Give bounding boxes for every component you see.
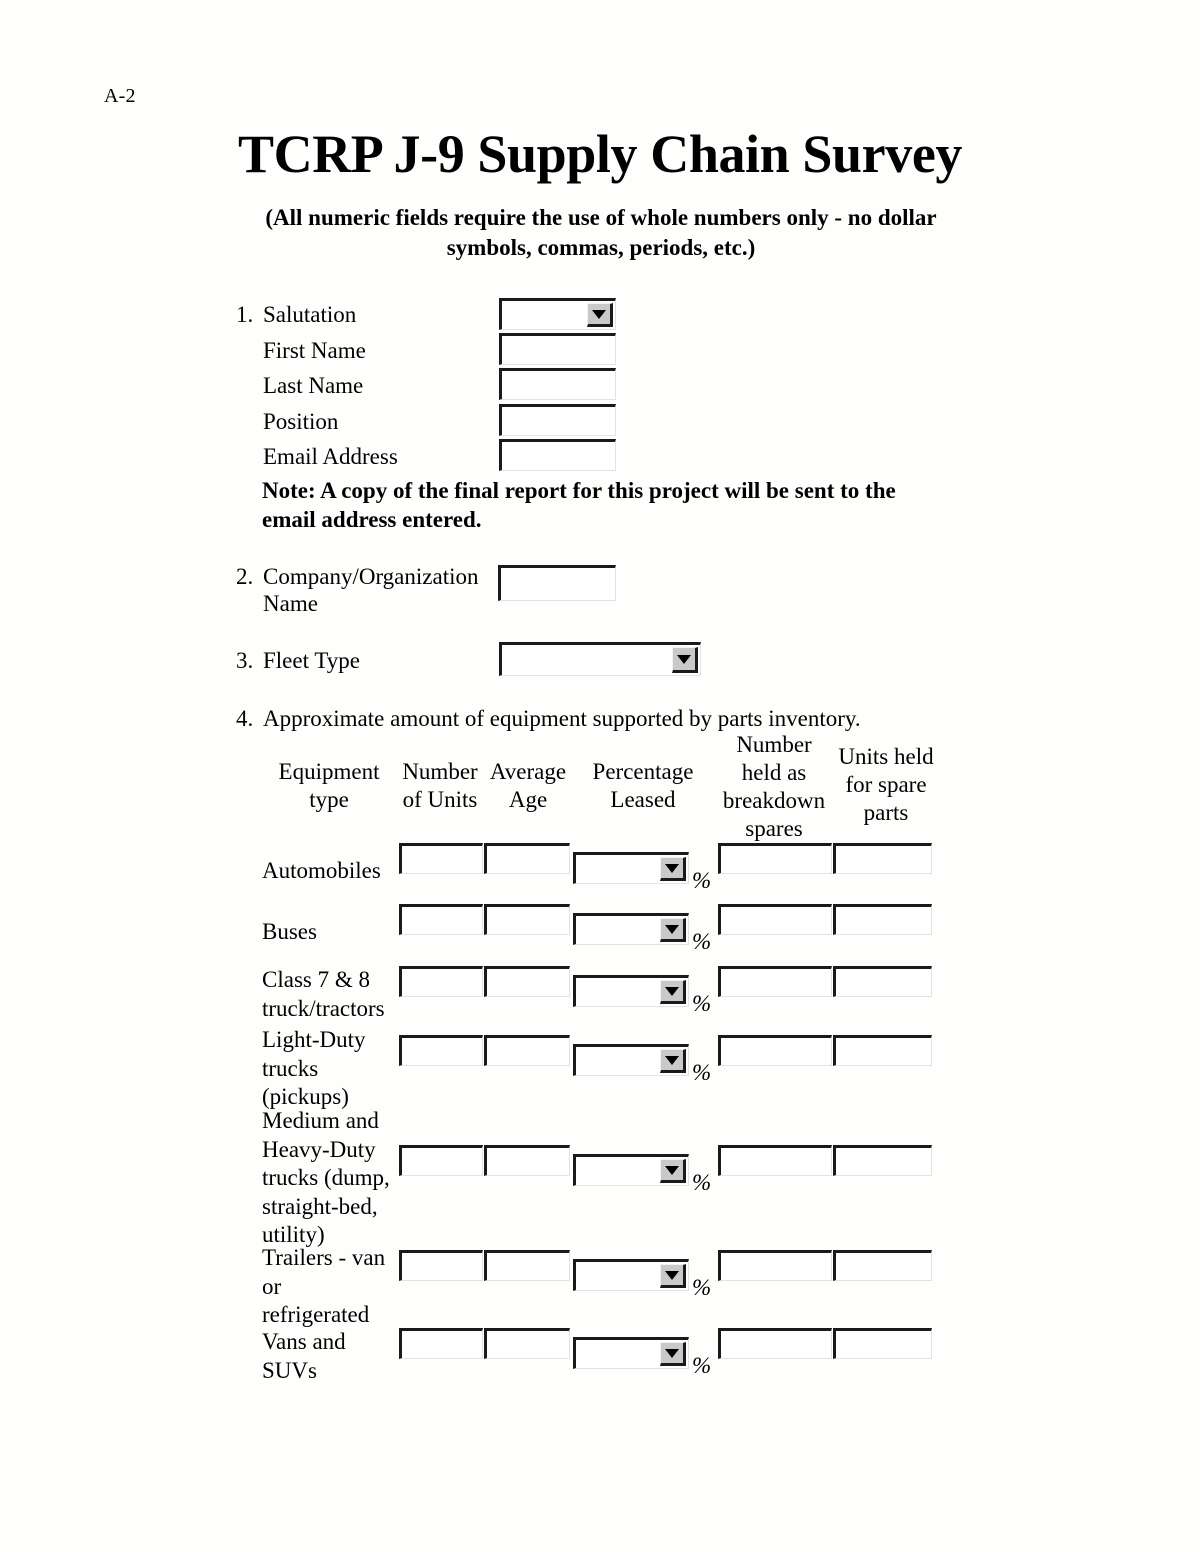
label-salutation: Salutation xyxy=(263,302,357,327)
vans-suvs-average-age-input[interactable] xyxy=(484,1328,570,1359)
column-header-spare-parts xyxy=(832,743,940,827)
column-header-equipment-type xyxy=(264,758,394,814)
chevron-down-icon[interactable] xyxy=(660,1049,686,1073)
question-2-number: 2. xyxy=(236,564,254,589)
buses-percent-symbol: % xyxy=(692,929,712,954)
header-line: held as xyxy=(741,760,807,786)
light-duty-percentage-leased-dropdown[interactable] xyxy=(573,1044,689,1076)
column-header-number-of-units xyxy=(394,758,486,814)
email-address-input[interactable] xyxy=(499,439,616,471)
salutation-dropdown[interactable] xyxy=(499,298,616,330)
row-label-line: Trailers - van xyxy=(262,1245,386,1270)
row-label-line: Class 7 & 8 xyxy=(262,967,370,992)
row-label-vans-and-suvs xyxy=(262,1328,346,1385)
automobiles-spare-parts-input[interactable] xyxy=(833,843,932,874)
chevron-down-icon[interactable] xyxy=(660,857,686,881)
row-label-class-7-8-truck-tractors xyxy=(262,966,385,1023)
light-duty-spare-parts-input[interactable] xyxy=(833,1035,932,1066)
row-label-line: trucks xyxy=(262,1055,319,1081)
buses-breakdown-spares-input[interactable] xyxy=(718,904,832,935)
column-header-breakdown-spares xyxy=(714,731,834,843)
label-first-name: First Name xyxy=(263,338,366,363)
label-position: Position xyxy=(263,409,339,434)
vans-suvs-percent-symbol: % xyxy=(692,1353,712,1378)
class-7-8-percentage-leased-dropdown[interactable] xyxy=(573,975,689,1007)
question-4-prompt: Approximate amount of equipment supported by parts inventory. xyxy=(263,706,861,731)
header-line: Equipment xyxy=(278,759,380,784)
page-subtitle: (All numeric fields require the use of whole numbers only - no dollar symbols, commas, periods, etc.) xyxy=(265,205,937,261)
buses-number-of-units-input[interactable] xyxy=(399,904,483,935)
class-7-8-spare-parts-input[interactable] xyxy=(833,966,932,997)
medium-heavy-duty-breakdown-spares-input[interactable] xyxy=(718,1145,832,1176)
trailers-percent-symbol: % xyxy=(692,1275,712,1300)
chevron-down-icon[interactable] xyxy=(660,1264,686,1288)
row-label-line: Light-Duty xyxy=(262,1027,366,1052)
label-email-address: Email Address xyxy=(263,444,398,469)
chevron-down-icon[interactable] xyxy=(660,1159,686,1183)
row-label-light-duty-trucks xyxy=(262,1026,366,1112)
chevron-down-icon[interactable] xyxy=(672,647,698,673)
header-line: of Units xyxy=(402,787,478,813)
vans-suvs-percentage-leased-dropdown[interactable] xyxy=(573,1337,689,1369)
column-header-average-age xyxy=(486,758,570,814)
row-label-line: utility) xyxy=(262,1222,325,1248)
header-line: for spare xyxy=(845,772,927,798)
vans-suvs-breakdown-spares-input[interactable] xyxy=(718,1328,832,1359)
column-header-percentage-leased xyxy=(573,758,713,814)
row-label-line: Automobiles xyxy=(262,858,381,883)
row-label-trailers xyxy=(262,1244,385,1330)
medium-heavy-duty-spare-parts-input[interactable] xyxy=(833,1145,932,1176)
header-line: parts xyxy=(863,800,909,826)
class-7-8-breakdown-spares-input[interactable] xyxy=(718,966,832,997)
page-title: TCRP J-9 Supply Chain Survey xyxy=(238,124,962,184)
row-label-line: SUVs xyxy=(262,1357,317,1383)
medium-heavy-duty-percentage-leased-dropdown[interactable] xyxy=(573,1154,689,1186)
class-7-8-number-of-units-input[interactable] xyxy=(399,966,483,997)
last-name-input[interactable] xyxy=(499,368,616,400)
row-label-line: Vans and xyxy=(262,1329,346,1354)
row-label-line: or xyxy=(262,1273,282,1299)
automobiles-breakdown-spares-input[interactable] xyxy=(718,843,832,874)
row-label-line: Medium and xyxy=(262,1108,379,1133)
row-label-line: refrigerated xyxy=(262,1302,370,1328)
label-company-name-line2: Name xyxy=(263,591,318,616)
row-label-line: (pickups) xyxy=(262,1084,349,1110)
header-line: breakdown xyxy=(722,788,826,814)
question-1-number: 1. xyxy=(236,302,254,327)
buses-percentage-leased-dropdown[interactable] xyxy=(573,913,689,945)
automobiles-average-age-input[interactable] xyxy=(484,843,570,874)
header-line: Number xyxy=(736,732,812,757)
automobiles-percent-symbol: % xyxy=(692,868,712,893)
vans-suvs-number-of-units-input[interactable] xyxy=(399,1328,483,1359)
row-label-line: straight-bed, xyxy=(262,1193,378,1219)
chevron-down-icon[interactable] xyxy=(660,918,686,942)
page-number: A-2 xyxy=(104,85,136,107)
row-label-medium-heavy-duty-trucks xyxy=(262,1107,390,1250)
medium-heavy-duty-number-of-units-input[interactable] xyxy=(399,1145,483,1176)
chevron-down-icon[interactable] xyxy=(660,1342,686,1366)
header-line: Number xyxy=(402,759,478,784)
light-duty-average-age-input[interactable] xyxy=(484,1035,570,1066)
row-label-buses xyxy=(262,918,317,947)
class-7-8-average-age-input[interactable] xyxy=(484,966,570,997)
trailers-number-of-units-input[interactable] xyxy=(399,1250,483,1281)
buses-spare-parts-input[interactable] xyxy=(833,904,932,935)
trailers-breakdown-spares-input[interactable] xyxy=(718,1250,832,1281)
header-line: Percentage xyxy=(592,759,694,784)
light-duty-number-of-units-input[interactable] xyxy=(399,1035,483,1066)
question-4-number: 4. xyxy=(236,706,254,731)
medium-heavy-duty-percent-symbol: % xyxy=(692,1170,712,1195)
first-name-input[interactable] xyxy=(499,333,616,365)
chevron-down-icon[interactable] xyxy=(587,303,613,327)
header-line: Units held xyxy=(838,744,934,769)
label-fleet-type: Fleet Type xyxy=(263,648,360,673)
automobiles-percentage-leased-dropdown[interactable] xyxy=(573,852,689,884)
question-3-number: 3. xyxy=(236,648,254,673)
trailers-percentage-leased-dropdown[interactable] xyxy=(573,1259,689,1291)
row-label-line: trucks (dump, xyxy=(262,1165,390,1191)
row-label-line: Buses xyxy=(262,919,317,944)
email-note: Note: A copy of the final report for this project will be sent to the email address entered. xyxy=(262,478,896,533)
light-duty-percent-symbol: % xyxy=(692,1060,712,1085)
class-7-8-percent-symbol: % xyxy=(692,991,712,1016)
trailers-average-age-input[interactable] xyxy=(484,1250,570,1281)
company-name-input[interactable] xyxy=(498,565,616,601)
row-label-line: truck/tractors xyxy=(262,995,385,1021)
header-line: type xyxy=(309,787,349,813)
fleet-type-dropdown[interactable] xyxy=(499,642,701,676)
header-line: Leased xyxy=(610,787,676,813)
trailers-spare-parts-input[interactable] xyxy=(833,1250,932,1281)
buses-average-age-input[interactable] xyxy=(484,904,570,935)
label-company-name-line1: Company/Organization xyxy=(263,564,479,589)
vans-suvs-spare-parts-input[interactable] xyxy=(833,1328,932,1359)
automobiles-number-of-units-input[interactable] xyxy=(399,843,483,874)
row-label-line: Heavy-Duty xyxy=(262,1136,376,1162)
header-line: Age xyxy=(508,787,548,813)
header-line: spares xyxy=(745,816,803,842)
light-duty-breakdown-spares-input[interactable] xyxy=(718,1035,832,1066)
medium-heavy-duty-average-age-input[interactable] xyxy=(484,1145,570,1176)
position-input[interactable] xyxy=(499,404,616,436)
row-label-automobiles xyxy=(262,857,381,886)
chevron-down-icon[interactable] xyxy=(660,980,686,1004)
header-line: Average xyxy=(489,759,567,784)
label-last-name: Last Name xyxy=(263,373,364,398)
